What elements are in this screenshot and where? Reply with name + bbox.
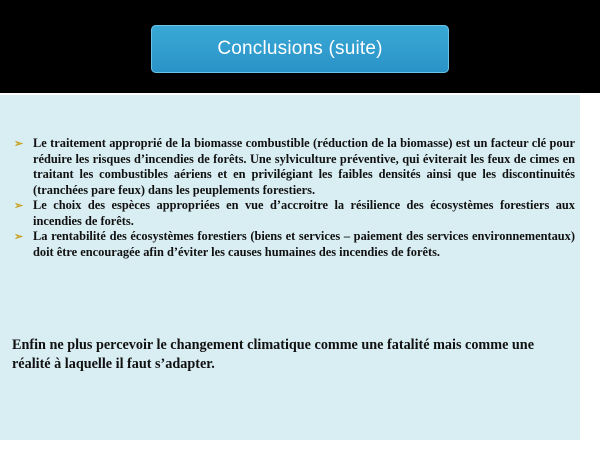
slide-title: Conclusions (suite) xyxy=(217,38,383,59)
arrow-bullet-icon: ➢ xyxy=(14,231,24,243)
title-box xyxy=(151,25,449,73)
arrow-bullet-icon: ➢ xyxy=(14,138,24,150)
bullet-item-profitability xyxy=(12,229,575,260)
arrow-bullet-icon: ➢ xyxy=(14,200,24,212)
bullet-text: La rentabilité des écosystèmes forestiers (biens et services – paiement des services environnementaux) doit être encouragée afin d’éviter les causes humaines des incendies de forêts. xyxy=(33,229,575,259)
bullet-item-biomass xyxy=(12,136,575,198)
bullet-list xyxy=(12,136,575,260)
bullet-text: Le choix des espèces appropriées en vue d’accroitre la résilience des écosystèmes forestiers aux incendies de forêts. xyxy=(33,198,575,228)
bullet-text: Le traitement approprié de la biomasse combustible (réduction de la biomasse) est un facteur clé pour réduire les risques d’incendies de forêts. Une sylviculture préventive, qui éviterait les feux de cimes en traitant les combustibles aériens et en privilégiant les faibles densités ainsi que les discontinuités (tranchées pare feux) dans les peuplements forestiers. xyxy=(33,136,575,197)
bullet-item-species xyxy=(12,198,575,229)
closing-statement: Enfin ne plus percevoir le changement climatique comme une fatalité mais comme une réalité à laquelle il faut s’adapter. xyxy=(12,337,534,372)
